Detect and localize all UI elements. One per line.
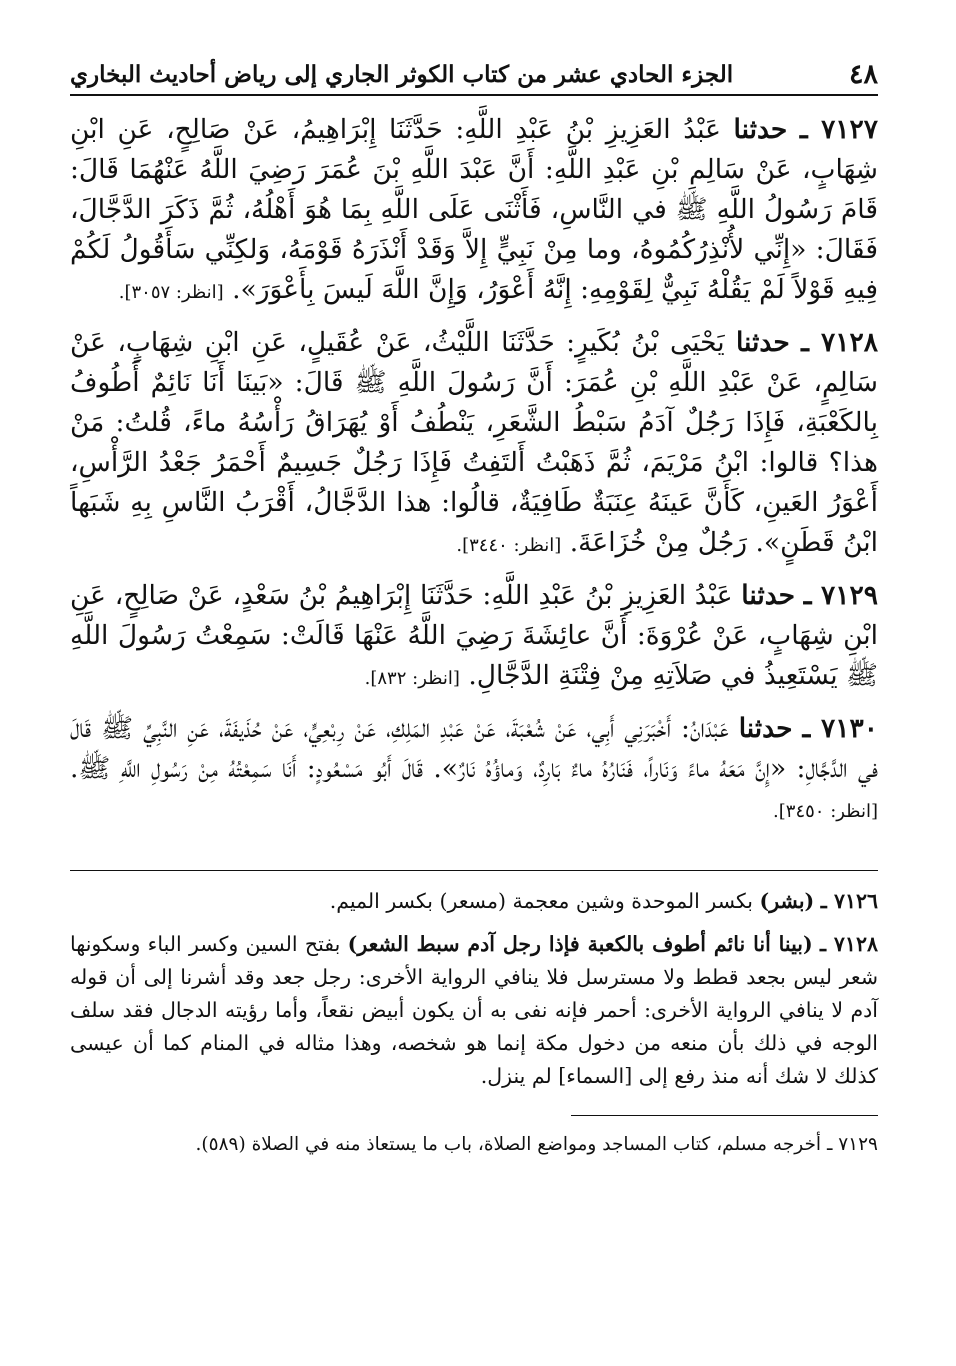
note-text: بكسر الموحدة وشين معجمة (مسعر) بكسر الميم. bbox=[329, 889, 754, 913]
hadith-text: عَبْدَانُ: أَخْبَرَنِي أَبِي، عَنْ شُعْبَةَ، عَنْ عَبْدِ المَلِكِ، عَنْ رِبْعِيٍّ، عَنْ حُذَيفَةَ، عَنِ النَّبِيِّ ﷺ قَالَ في الدَّجَّالِ: «إِنَّ مَعَهُ ماءً وَنَاراً، فَنَارُهُ ماءٌ بَارِدٌ، وَماؤُهُ نَارٌ». قَالَ أَبُو مَسْعُودٍ: أَنَا سَمِعْتُهُ مِنْ رَسُولِ اللَّهِ ﷺ. bbox=[70, 713, 878, 784]
hadith-text: عَبْدُ العَزِيزِ بْنُ عَبْدِ اللَّهِ: حَدَّثَنَا إِبْرَاهِيمُ، عَنْ صَالِحٍ، عَنِ ابْنِ شِهَابٍ، عَنْ سَالِمِ بْنِ عَبْدِ اللَّهِ: أَنَّ عَبْدَ اللَّهِ بْنَ عُمَرَ رَضِيَ اللَّهُ عَنْهُمَا قَالَ: قَامَ رَسُولُ اللَّهِ ﷺ في النَّاسِ، فَأَثْنَى عَلَى اللَّهِ بِمَا هُوَ أَهْلُهُ، ثُمَّ ذَكَرَ الدَّجَّالَ، فَقَالَ: «إِنِّي لأُنْذِرُكُمُوهُ، وما مِنْ نَبِيٍّ إِلاَّ وَقَدْ أَنْذَرَهُ قَوْمَهُ، وَلكِنِّي سَأَقُولُ لَكُمْ فِيهِ قَوْلاً لَمْ يَقُلْهُ نَبِيٌّ لِقَوْمِهِ: إِنَّهُ أَعْوَرُ، وَإِنَّ اللَّهَ لَيسَ بِأَعْوَرَ». bbox=[70, 114, 878, 305]
hadith-7130 bbox=[70, 709, 878, 832]
note-7128 bbox=[70, 928, 878, 1093]
note-number: ٧١٢٦ ـ bbox=[820, 889, 878, 913]
cross-reference: [انظر: ٨٣٢]. bbox=[364, 668, 460, 689]
cross-reference: [انظر: ٣٠٥٧]. bbox=[118, 282, 224, 303]
hadith-number: ٧١٢٨ ـ bbox=[801, 327, 878, 358]
cross-reference: [انظر: ٣٤٥٠]. bbox=[773, 801, 878, 822]
cross-reference: [انظر: ٣٤٤٠]. bbox=[456, 535, 562, 556]
note-7126 bbox=[70, 885, 878, 918]
hadith-intro: حدثنا bbox=[733, 114, 788, 145]
hadith-number: ٧١٢٧ ـ bbox=[799, 114, 879, 145]
hadith-7127 bbox=[70, 110, 878, 313]
note-text: بفتح السين وكسر الباء وسكونها شعر ليس بجعد قطط ولا مسترسل فلا ينافي الرواية الأخرى: رجل جعد وقد أشرنا إلى أن قوله آدم لا ينافي الرواية الأخرى: أحمر فإنه نفى به أن يكون أبيض نقعاً، وأما رؤيته الدجال فقد سلف الوجه في ذلك بأن منعه من دخول مكة إنما هو شخصه، وهذا مثاله في المنام كما أن عيسى كذلك لا شك أنه منذ رفع إلى [السماء] لم ينزل. bbox=[70, 932, 878, 1088]
page-number: ٤٨ bbox=[848, 59, 878, 90]
commentary-divider bbox=[70, 870, 878, 871]
commentary-notes bbox=[70, 885, 878, 1093]
footnote-number: ٧١٢٩ ـ bbox=[826, 1134, 878, 1155]
hadith-7128 bbox=[70, 323, 878, 566]
hadith-number: ٧١٣٠ ـ bbox=[802, 713, 878, 744]
hadith-intro: حدثنا bbox=[738, 713, 793, 744]
hadith-intro: حدثنا bbox=[741, 580, 795, 611]
note-number: ٧١٢٨ ـ bbox=[820, 932, 878, 956]
footnote-7129 bbox=[70, 1128, 878, 1161]
hadith-list bbox=[70, 110, 878, 832]
hadith-intro: حدثنا bbox=[735, 327, 790, 358]
hadith-text: عَبْدُ العَزِيزِ بْنُ عَبْدِ اللَّهِ: حَدَّثَنَا إِبْرَاهِيمُ بْنُ سَعْدٍ، عَنْ صَالِحٍ، عَنِ ابْنِ شِهَابٍ، عَنْ عُرْوَةَ: أَنَّ عائِشَةَ رَضِيَ اللَّهُ عَنْهَا قَالَتْ: سَمِعْتُ رَسُولَ اللَّهِ ﷺ يَسْتَعِيذُ في صَلاَتِهِ مِنْ فِتْنَةِ الدَّجَّالِ. bbox=[70, 580, 878, 691]
footnote-divider bbox=[571, 1115, 878, 1116]
footnote-text: أخرجه مسلم، كتاب المساجد ومواضع الصلاة، باب ما يستعاذ منه في الصلاة (٥٨٩). bbox=[195, 1134, 822, 1155]
hadith-7129 bbox=[70, 576, 878, 699]
running-header bbox=[70, 48, 878, 96]
note-lemma: (بينا أنا نائم أطوف بالكعبة فإذا رجل آدم سبط الشعر) bbox=[347, 932, 813, 956]
footnotes bbox=[70, 1128, 878, 1161]
book-title: الجزء الحادي عشر من كتاب الكوثر الجاري إلى رياض أحاديث البخاري bbox=[70, 61, 734, 88]
hadith-number: ٧١٢٩ ـ bbox=[803, 580, 878, 611]
note-lemma: (بشر) bbox=[759, 889, 815, 913]
hadith-text: يَحْيَى بْنُ بُكَيرٍ: حَدَّثَنَا اللَّيْثُ، عَنْ عُقَيلٍ، عَنِ ابْنِ شِهَابٍ، عَنْ سَالِمٍ، عَنْ عَبْدِ اللَّهِ بْنِ عُمَرَ: أَنَّ رَسُولَ اللَّهِ ﷺ قَالَ: «بَينَا أَنَا نَائِمٌ أَطُوفُ بِالكَعْبَةِ، فَإِذَا رَجُلٌ آدَمُ سَبْطُ الشَّعَرِ، يَنْطُفُ أَوْ يُهَرَاقُ رَأْسُهُ ماءً، قُلتُ: مَنْ هذا؟ قالوا: ابْنُ مَرْيَمَ، ثُمَّ ذَهَبْتُ أَلتَفِتُ فَإِذَا رَجُلٌ جَسِيمٌ أَحْمَرُ جَعْدُ الرَّأْسِ، أَعْوَرُ العَينِ، كَأَنَّ عَينَهُ عِنَبَةٌ طَافِيَةٌ، قالُوا: هذا الدَّجَّالُ، أَقْرَبُ النَّاسِ بِهِ شَبَهاً ابْنُ قَطَنٍ». رَجُلٌ مِنْ خُزَاعَةَ. bbox=[70, 327, 878, 558]
